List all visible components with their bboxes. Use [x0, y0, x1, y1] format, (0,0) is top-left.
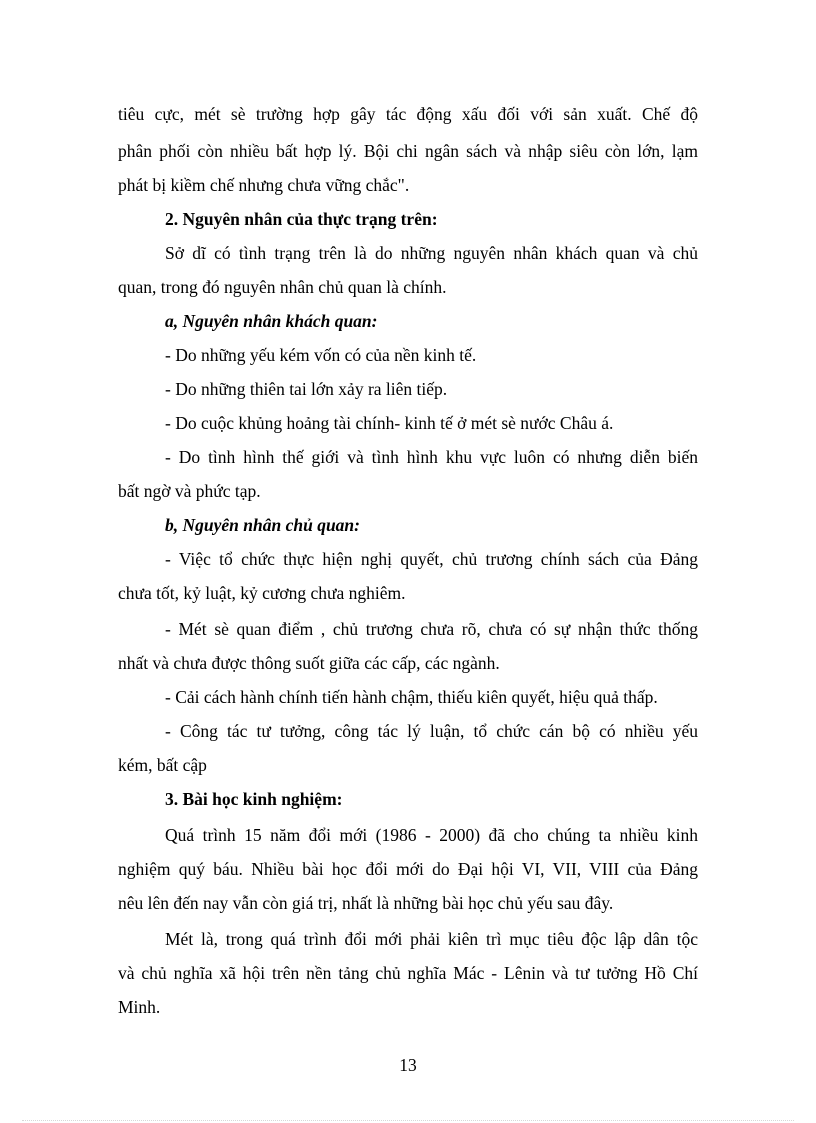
subsection-heading: b, Nguyên nhân chủ quan:: [165, 515, 360, 535]
text-line: kém, bất cập: [118, 755, 207, 775]
text-line: nêu lên đến nay vẫn còn giá trị, nhất là những bài học chủ yếu sau đây.: [118, 893, 614, 913]
page-number: 13: [399, 1055, 417, 1075]
list-item: - Cải cách hành chính tiến hành chậm, thiếu kiên quyết, hiệu quả thấp.: [165, 687, 658, 707]
list-item: - Do cuộc khủng hoảng tài chính- kinh tế ở mét sè nước Châu á.: [165, 413, 614, 433]
text-line: chưa tốt, kỷ luật, kỷ cương chưa nghiêm.: [118, 583, 406, 603]
text-line: bất ngờ và phức tạp.: [118, 481, 261, 501]
list-item: - Công tác tư tưởng, công tác lý luận, tổ chức cán bộ có nhiều yếu: [165, 721, 698, 741]
subsection-heading: a, Nguyên nhân khách quan:: [165, 311, 378, 331]
text-line: Minh.: [118, 997, 161, 1017]
list-item: - Việc tổ chức thực hiện nghị quyết, chủ trương chính sách của Đảng: [165, 549, 698, 569]
text-line: phát bị kiềm chế nhưng chưa vững chắc".: [118, 175, 410, 195]
text-line: Sở dĩ có tình trạng trên là do những nguyên nhân khách quan và chủ: [165, 243, 698, 263]
text-line: Mét là, trong quá trình đổi mới phải kiên trì mục tiêu độc lập dân tộc: [165, 929, 698, 949]
section-heading: 3. Bài học kinh nghiệm:: [165, 789, 343, 809]
text-line: phân phối còn nhiều bất hợp lý. Bội chi ngân sách và nhập siêu còn lớn, lạm: [118, 141, 698, 161]
text-line: và chủ nghĩa xã hội trên nền tảng chủ nghĩa Mác - Lênin và tư tưởng Hồ Chí: [118, 963, 698, 983]
text-line: tiêu cực, mét sè trường hợp gây tác động xấu đối với sản xuất. Chế độ: [118, 104, 698, 124]
list-item: - Do những thiên tai lớn xảy ra liên tiếp.: [165, 379, 448, 399]
footer-divider: [22, 1120, 794, 1121]
list-item: - Mét sè quan điểm , chủ trương chưa rõ, chưa có sự nhận thức thống: [165, 619, 698, 639]
list-item: - Do tình hình thế giới và tình hình khu vực luôn có nhưng diễn biến: [165, 447, 698, 467]
text-line: nghiệm quý báu. Nhiều bài học đổi mới do Đại hội VI, VII, VIII của Đảng: [118, 859, 698, 879]
section-heading: 2. Nguyên nhân của thực trạng trên:: [165, 209, 438, 229]
text-line: nhất và chưa được thông suốt giữa các cấp, các ngành.: [118, 653, 500, 673]
text-line: Quá trình 15 năm đổi mới (1986 - 2000) đã cho chúng ta nhiều kinh: [165, 825, 698, 845]
text-line: quan, trong đó nguyên nhân chủ quan là chính.: [118, 277, 447, 297]
list-item: - Do những yếu kém vốn có của nền kinh tế.: [165, 345, 477, 365]
